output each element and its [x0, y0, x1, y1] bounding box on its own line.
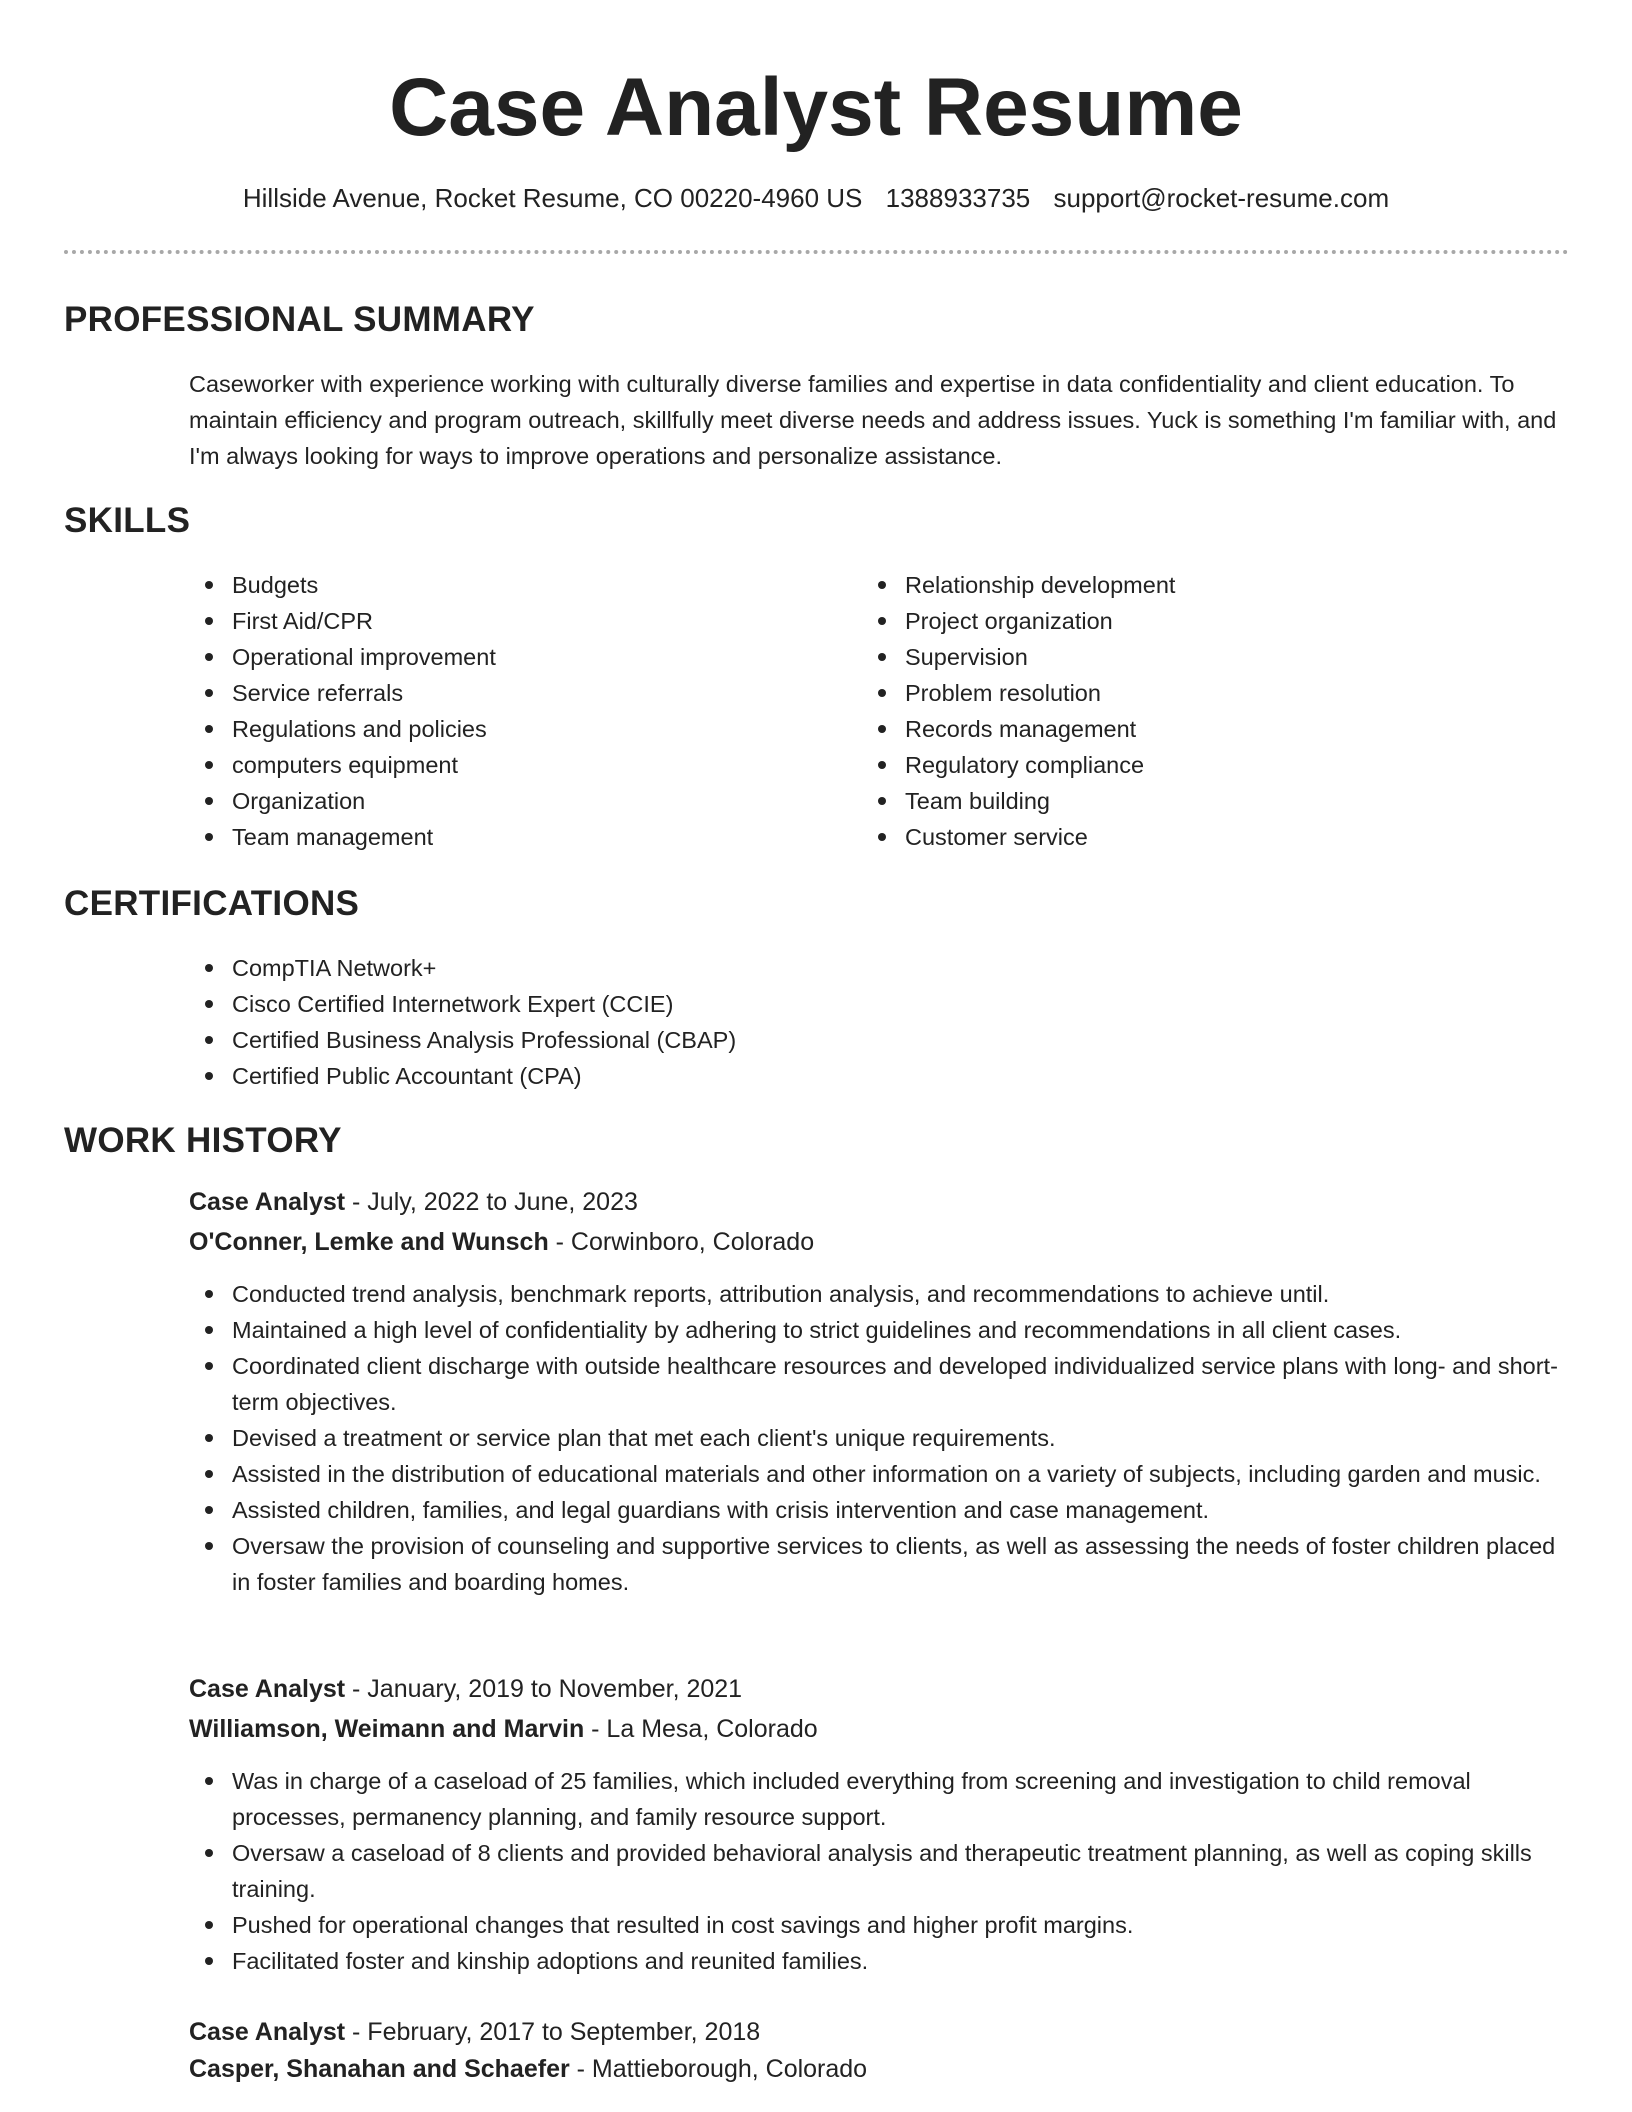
certifications-list: [189, 950, 1569, 1094]
list-item: Regulations and policies: [189, 711, 829, 747]
list-item: Project organization: [862, 603, 1562, 639]
list-item: Service referrals: [189, 675, 829, 711]
bullet-icon: [205, 1290, 213, 1298]
list-item: Team management: [189, 819, 829, 855]
list-item: Oversaw a caseload of 8 clients and provided behavioral analysis and therapeutic treatment planning, as well as coping skills training.: [189, 1835, 1569, 1907]
bullet-icon: [878, 581, 886, 589]
summary-text: Caseworker with experience working with culturally diverse families and expertise in data confidentiality and client education. To maintain efficiency and program outreach, skillfully meet diverse needs and address issues. Yuck is something I'm familiar with, and I'm always looking for ways to improve operations and personalize assistance.: [189, 371, 1557, 469]
list-item: Team building: [862, 783, 1562, 819]
bullet-icon: [205, 1434, 213, 1442]
contact-line: [0, 180, 1632, 216]
bullet-icon: [205, 1326, 213, 1334]
bullet-icon: [205, 1542, 213, 1550]
bullet-icon: [205, 1470, 213, 1478]
list-item: Problem resolution: [862, 675, 1562, 711]
list-item: Facilitated foster and kinship adoptions and reunited families.: [189, 1943, 1569, 1979]
list-item: Coordinated client discharge with outside healthcare resources and developed individualized service plans with long- and short-term objectives.: [189, 1348, 1569, 1420]
list-item: Was in charge of a caseload of 25 families, which included everything from screening and investigation to child removal processes, permanency planning, and family resource support.: [189, 1763, 1569, 1835]
job-dates: - February, 2017 to September, 2018: [345, 2018, 761, 2046]
bullet-icon: [205, 1000, 213, 1008]
bullet-icon: [205, 833, 213, 841]
skills-list-left: [189, 567, 829, 855]
list-item: Certified Public Accountant (CPA): [189, 1058, 1569, 1094]
list-item: Records management: [862, 711, 1562, 747]
job-role: Case Analyst: [189, 2018, 346, 2046]
bullet-icon: [205, 653, 213, 661]
list-item: Relationship development: [862, 567, 1562, 603]
section-title-certifications: CERTIFICATIONS: [64, 884, 360, 923]
bullet-icon: [878, 617, 886, 625]
bullet-icon: [205, 1921, 213, 1929]
bullet-icon: [205, 761, 213, 769]
header-divider: [64, 250, 1569, 254]
contact-address: Hillside Avenue, Rocket Resume, CO 00220-4960 US: [242, 183, 863, 213]
bullet-icon: [878, 833, 886, 841]
bullet-icon: [205, 964, 213, 972]
list-item: computers equipment: [189, 747, 829, 783]
job-company-line: [189, 1223, 1569, 1261]
job-company-line: [189, 2050, 1569, 2088]
list-item: Budgets: [189, 567, 829, 603]
list-item: Devised a treatment or service plan that met each client's unique requirements.: [189, 1420, 1569, 1456]
list-item: First Aid/CPR: [189, 603, 829, 639]
list-item: Assisted children, families, and legal guardians with crisis intervention and case management.: [189, 1492, 1569, 1528]
job-role: Case Analyst: [189, 1675, 346, 1703]
job-dates: - July, 2022 to June, 2023: [345, 1188, 638, 1216]
job-company: Williamson, Weimann and Marvin: [189, 1715, 585, 1743]
list-item: Oversaw the provision of counseling and supportive services to clients, as well as assessing the needs of foster children placed in foster families and boarding homes.: [189, 1528, 1569, 1600]
bullet-icon: [205, 725, 213, 733]
section-title-summary: PROFESSIONAL SUMMARY: [64, 300, 535, 339]
bullet-icon: [878, 689, 886, 697]
job-title-line: [189, 2013, 1569, 2051]
bullet-icon: [878, 761, 886, 769]
job-title-line: [189, 1183, 1569, 1221]
list-item: Assisted in the distribution of educational materials and other information on a variety of subjects, including garden and music.: [189, 1456, 1569, 1492]
job-company: O'Conner, Lemke and Wunsch: [189, 1228, 549, 1256]
contact-phone: 1388933735: [885, 183, 1031, 213]
bullet-icon: [878, 797, 886, 805]
bullet-icon: [878, 653, 886, 661]
job-title-line: [189, 1670, 1569, 1708]
list-item: CompTIA Network+: [189, 950, 1569, 986]
job-dates: - January, 2019 to November, 2021: [345, 1675, 743, 1703]
list-item: Regulatory compliance: [862, 747, 1562, 783]
bullet-icon: [205, 1506, 213, 1514]
job-location: - Corwinboro, Colorado: [548, 1228, 815, 1256]
bullet-icon: [205, 617, 213, 625]
bullet-icon: [205, 1849, 213, 1857]
resume-title: Case Analyst Resume: [389, 62, 1243, 153]
job-duties-list: [189, 1276, 1569, 1600]
bullet-icon: [878, 725, 886, 733]
list-item: Cisco Certified Internetwork Expert (CCIE): [189, 986, 1569, 1022]
bullet-icon: [205, 1777, 213, 1785]
section-title-skills: SKILLS: [64, 501, 191, 540]
list-item: Conducted trend analysis, benchmark reports, attribution analysis, and recommendations to achieve until.: [189, 1276, 1569, 1312]
list-item: Operational improvement: [189, 639, 829, 675]
contact-email: support@rocket-resume.com: [1053, 183, 1390, 213]
skills-list-right: [862, 567, 1562, 855]
bullet-icon: [205, 1036, 213, 1044]
job-location: - Mattieborough, Colorado: [569, 2055, 868, 2083]
list-item: Pushed for operational changes that resulted in cost savings and higher profit margins.: [189, 1907, 1569, 1943]
list-item: Customer service: [862, 819, 1562, 855]
list-item: Certified Business Analysis Professional (CBAP): [189, 1022, 1569, 1058]
job-company-line: [189, 1710, 1569, 1748]
job-location: - La Mesa, Colorado: [584, 1715, 818, 1743]
bullet-icon: [205, 1362, 213, 1370]
list-item: Supervision: [862, 639, 1562, 675]
job-role: Case Analyst: [189, 1188, 346, 1216]
bullet-icon: [205, 1072, 213, 1080]
job-company: Casper, Shanahan and Schaefer: [189, 2055, 570, 2083]
bullet-icon: [205, 581, 213, 589]
job-duties-list: [189, 1763, 1569, 1979]
bullet-icon: [205, 689, 213, 697]
bullet-icon: [205, 1957, 213, 1965]
list-item: Maintained a high level of confidentiality by adhering to strict guidelines and recommendations in all client cases.: [189, 1312, 1569, 1348]
bullet-icon: [205, 797, 213, 805]
list-item: Organization: [189, 783, 829, 819]
section-title-work-history: WORK HISTORY: [64, 1121, 342, 1160]
